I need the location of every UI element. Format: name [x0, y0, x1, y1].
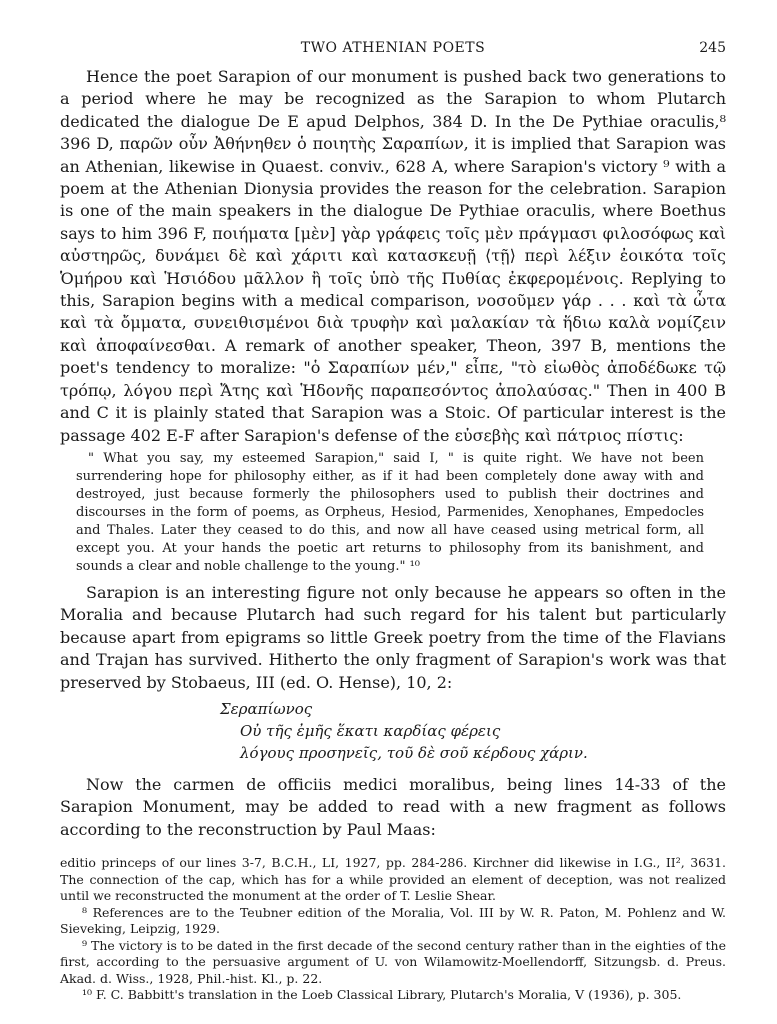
- footnote-9: ⁹ The victory is to be dated in the first decade of the second century rather than in the eighties of the first, according to the persuasive argument of U. von Wilamowitz-Moellendorff, Sitzungsb. d. Preus. Akad. d. Wiss., 1928, Phil.-hist. Kl., p. 22.: [60, 937, 726, 986]
- footnote-8: ⁸ References are to the Teubner edition of the Moralia, Vol. III by W. R. Paton, M. Pohlenz and W. Sieveking, Leipzig, 1929.: [60, 904, 726, 937]
- body-text: [60, 66, 726, 841]
- page: [60, 40, 726, 1004]
- footnotes: [60, 855, 726, 1004]
- page-number: 245: [699, 40, 726, 56]
- verse-fragment: [220, 698, 726, 764]
- paragraph-1: Hence the poet Sarapion of our monument is pushed back two generations to a period where he may be recognized as the Sarapion to whom Plutarch dedicated the dialogue De E apud Delphos, 384 D. In the De Pythiae oraculis,⁸ 396 D, παρῶν οὖν Ἀθήνηθεν ὁ ποιητὴς Σαραπίων, it is implied that Sarapion was an Athenian, likewise in Quaest. conviv., 628 A, where Sarapion's victory ⁹ with a poem at the Athenian Dionysia provides the reason for the celebration. Sarapion is one of the main speakers in the dialogue De Pythiae oraculis, where Boethus says to him 396 F, ποιήματα [μὲν] γὰρ γράφεις τοῖς μὲν πράγμασι φιλοσόφως καὶ αὐστηρῶς, δυνάμει δὲ καὶ χάριτι καὶ κατασκευῇ ⟨τῇ⟩ περὶ λέξιν ἐοικότα τοῖς Ὁμήρου καὶ Ἡσιόδου μᾶλλον ἢ τοῖς ὑπὸ τῆς Πυθίας ἐκφερομένοις. Replying to this, Sarapion begins with a medical comparison, νοσοῦμεν γάρ . . . καὶ τὰ ὦτα καὶ τὰ ὄμματα, συνειθισμένοι διὰ τρυφὴν καὶ μαλακίαν τὰ ἥδιω καλὰ νομίζειν καὶ ἀποφαίνεσθαι. A remark of another speaker, Theon, 397 B, mentions the poet's tendency to moralize: "ὁ Σαραπίων μέν," εἶπε, "τὸ εἰωθὸς ἀποδέδωκε τῷ τρόπῳ, λόγου περὶ Ἄτης καὶ Ἡδονῆς παραπεσόντος ἀπολαύσας." Then in 400 B and C it is plainly stated that Sarapion was a Stoic. Of particular interest is the passage 402 E-F after Sarapion's defense of the εὐσεβὴς καὶ πάτριος πίστις:: [60, 67, 726, 445]
- footnote-continuation: editio princeps of our lines 3-7, B.C.H., LI, 1927, pp. 284-286. Kirchner did likewise in I.G., II², 3631. The connection of the cap, which has for a while provided an element of deception, was not realized until we reconstructed the monument at the order of T. Leslie Shear.: [60, 855, 726, 904]
- verse-title: Σεραπίωνος: [220, 699, 313, 718]
- footnote-10: ¹⁰ F. C. Babbitt's translation in the Loeb Classical Library, Plutarch's Moralia, V (1936), p. 305.: [82, 987, 682, 1003]
- paragraph-3: Now the carmen de officiis medici moralibus, being lines 14-33 of the Sarapion Monument, may be added to read with a new fragment as follows according to the reconstruction by Paul Maas:: [60, 774, 726, 839]
- block-quote: " What you say, my esteemed Sarapion," said I, " is quite right. We have not been surrendering hope for philosophy either, as if it had been completely done away with and destroyed, just because formerly the philosophers used to publish their doctrines and discourses in the form of poems, as Orpheus, Hesiod, Parmenides, Xenophanes, Empedocles and Thales. Later they ceased to do this, and now all have ceased using metrical form, all except you. At your hands the poetic art returns to philosophy from its banishment, and sounds a clear and noble challenge to the young." ¹⁰: [76, 450, 704, 574]
- page-header: [60, 40, 726, 64]
- running-head: TWO ATHENIAN POETS: [300, 40, 486, 56]
- paragraph-2: Sarapion is an interesting figure not only because he appears so often in the Moralia and because Plutarch had such regard for his talent but particularly because apart from epigrams so little Greek poetry from the time of the Flavians and Trajan has survived. Hitherto the only fragment of Sarapion's work was that preserved by Stobaeus, III (ed. O. Hense), 10, 2:: [60, 582, 726, 692]
- verse-line-1: Οὐ τῆς ἐμῆς ἕκατι καρδίας φέρεις: [240, 721, 501, 740]
- verse-line-2: λόγους προσηνεῖς, τοῦ δὲ σοῦ κέρδους χάριν.: [240, 743, 588, 762]
